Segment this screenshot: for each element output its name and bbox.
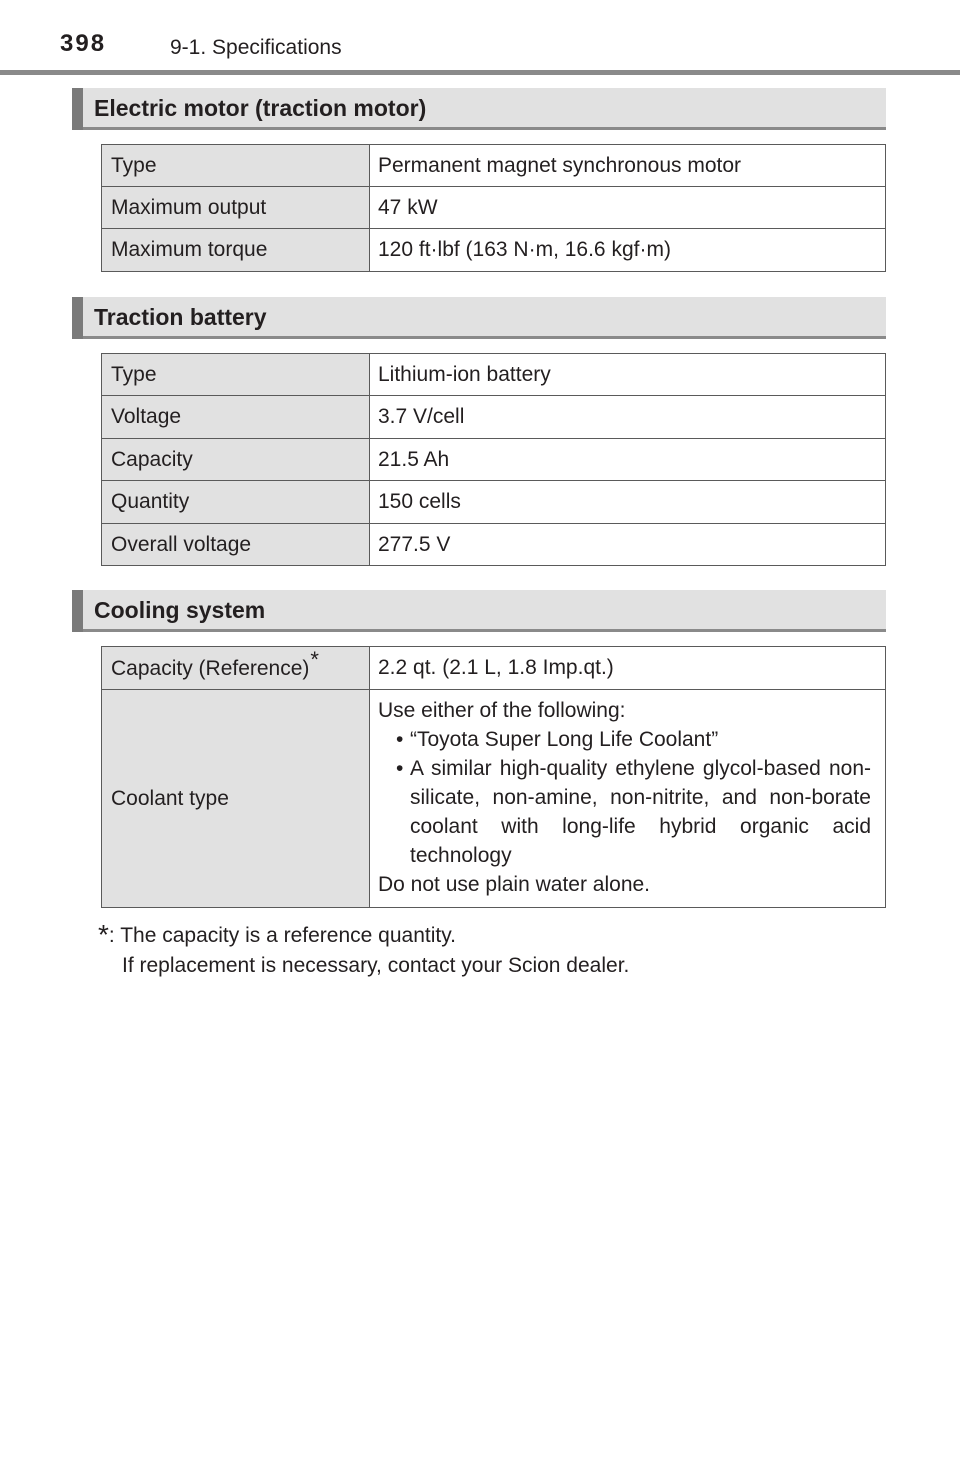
capacity-label: Capacity (Reference) [111, 657, 310, 680]
section-title: Electric motor (traction motor) [94, 95, 427, 121]
section-heading-bar [72, 297, 83, 339]
section-heading-motor [72, 88, 886, 130]
table-row [102, 145, 886, 187]
cooling-spec-table [101, 646, 886, 908]
footnote-marker: * [310, 647, 319, 672]
section-heading-bar [72, 590, 83, 632]
row-value: Permanent magnet synchronous motor [370, 145, 886, 187]
footnote-marker: * [98, 919, 109, 950]
table-row [102, 229, 886, 272]
row-label: Capacity [102, 439, 370, 481]
table-row [102, 690, 886, 908]
section-title: Cooling system [94, 597, 266, 623]
footnote [98, 918, 629, 981]
coolant-bullet [378, 754, 871, 870]
bullet-text: “Toyota Super Long Life Coolant” [410, 728, 719, 751]
table-row [102, 396, 886, 439]
row-value: 47 kW [370, 187, 886, 229]
row-label [102, 647, 370, 690]
battery-spec-table [101, 353, 886, 566]
footnote-line-2: If replacement is necessary, contact your Scion dealer. [122, 954, 630, 977]
footnote-text: : The capacity is a reference quantity. [108, 924, 456, 947]
section-title: Traction battery [94, 304, 267, 330]
row-label: Maximum torque [102, 229, 370, 272]
bullet-dot: • [396, 757, 404, 780]
coolant-bullet [378, 725, 871, 754]
row-label: Coolant type [102, 690, 370, 908]
row-value: 21.5 Ah [370, 439, 886, 481]
page-header [0, 0, 960, 76]
table-row [102, 187, 886, 229]
bullet-text: A similar high-quality ethylene glycol-based non-silicate, non-amine, non-nitrite, and non-borate coolant with long-life hybrid organic acid technology [410, 757, 871, 867]
table-row [102, 647, 886, 690]
coolant-intro: Use either of the following: [378, 699, 626, 722]
section-heading-battery [72, 297, 886, 339]
row-label: Overall voltage [102, 524, 370, 566]
row-value: 2.2 qt. (2.1 L, 1.8 Imp.qt.) [370, 647, 886, 690]
row-label: Type [102, 145, 370, 187]
section-heading-cooling [72, 590, 886, 632]
table-row [102, 354, 886, 396]
section-heading-bar [72, 88, 83, 130]
row-label: Voltage [102, 396, 370, 439]
motor-spec-table [101, 144, 886, 272]
page-number: 398 [60, 30, 107, 57]
table-row [102, 481, 886, 524]
header-rule [0, 70, 960, 75]
row-label: Maximum output [102, 187, 370, 229]
coolant-outro: Do not use plain water alone. [378, 873, 651, 896]
row-value: 150 cells [370, 481, 886, 524]
footnote-line-1 [98, 918, 629, 951]
row-label: Quantity [102, 481, 370, 524]
table-row [102, 439, 886, 481]
chapter-title: 9-1. Specifications [170, 36, 342, 59]
row-value: 3.7 V/cell [370, 396, 886, 439]
bullet-dot: • [396, 728, 404, 751]
row-value: 277.5 V [370, 524, 886, 566]
row-value: 120 ft·lbf (163 N·m, 16.6 kgf·m) [370, 229, 886, 272]
table-row [102, 524, 886, 566]
row-value: Lithium-ion battery [370, 354, 886, 396]
row-label: Type [102, 354, 370, 396]
row-value [370, 690, 886, 908]
